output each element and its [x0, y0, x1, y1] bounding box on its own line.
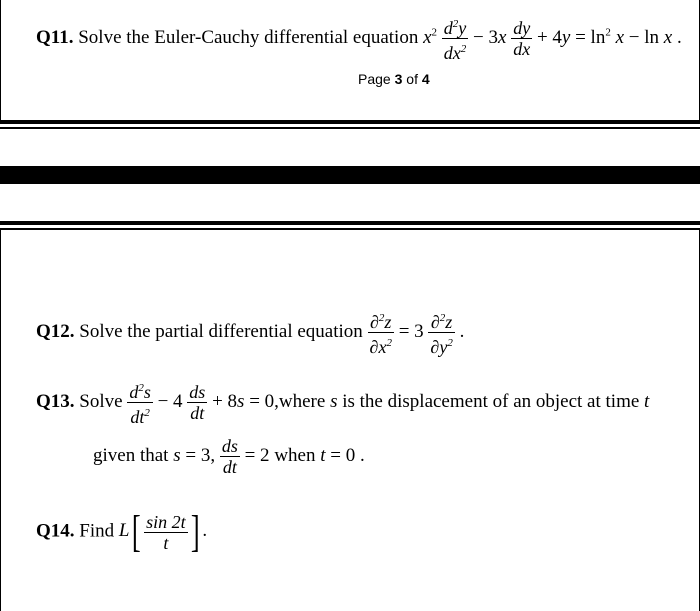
page-number: Page 3 of 4 — [358, 71, 430, 87]
q14-text: Find — [79, 520, 115, 542]
q12-equation: $\frac{\partial^2z}{\partial x^2}$ = 3 $\frac{\partial^2z}{\partial y^2}$ . — [368, 321, 465, 342]
q13-tail: ,where — [274, 390, 326, 412]
page-divider-top-thin — [0, 127, 700, 129]
q13-given: given that — [93, 444, 169, 466]
question-14 — [36, 507, 208, 556]
q12-text: Solve the partial differential equation — [79, 320, 363, 342]
q12-label: Q12. — [36, 320, 75, 342]
q13-when: when — [274, 444, 316, 466]
question-11 — [36, 14, 682, 63]
q13-text: Solve — [79, 390, 123, 412]
q11-text: Solve the Euler-Cauchy differential equation — [78, 26, 419, 48]
page-4-top — [0, 230, 700, 611]
q13-tail2: is the displacement of an object at time — [342, 390, 640, 412]
page-divider-top — [0, 120, 700, 124]
q13-label: Q13. — [36, 390, 75, 412]
question-13: Q13. Solve $\frac{d^2s}{dt^2}$ − 4 $\frac{ds}{dt}$ + 8s = 0,where s is the displacement of an object at time t — [36, 378, 649, 427]
question-12 — [36, 308, 464, 357]
page-3-bottom — [0, 0, 700, 120]
q14-equation: L[ $\frac{\sin 2t}{t}$ ] . — [118, 507, 208, 556]
q13-equation: $\frac{d^2s}{dt^2}$ − 4 $\frac{ds}{dt}$ + 8s = 0 — [127, 391, 274, 412]
page-gap-bar — [0, 166, 700, 184]
q11-label: Q11. — [36, 26, 74, 48]
page-divider-bottom — [0, 221, 700, 225]
q11-equation: $x^2$ $\frac{d^2y}{dx^2}$ − 3x $\frac{dy}{dx}$ + $4y = \ln^2 x - \ln x$ . — [423, 27, 682, 48]
q14-label: Q14. — [36, 520, 75, 542]
question-13-condition: given that s = 3, $\frac{ds}{dt}$ = 2 when t = 0 . — [93, 436, 365, 477]
